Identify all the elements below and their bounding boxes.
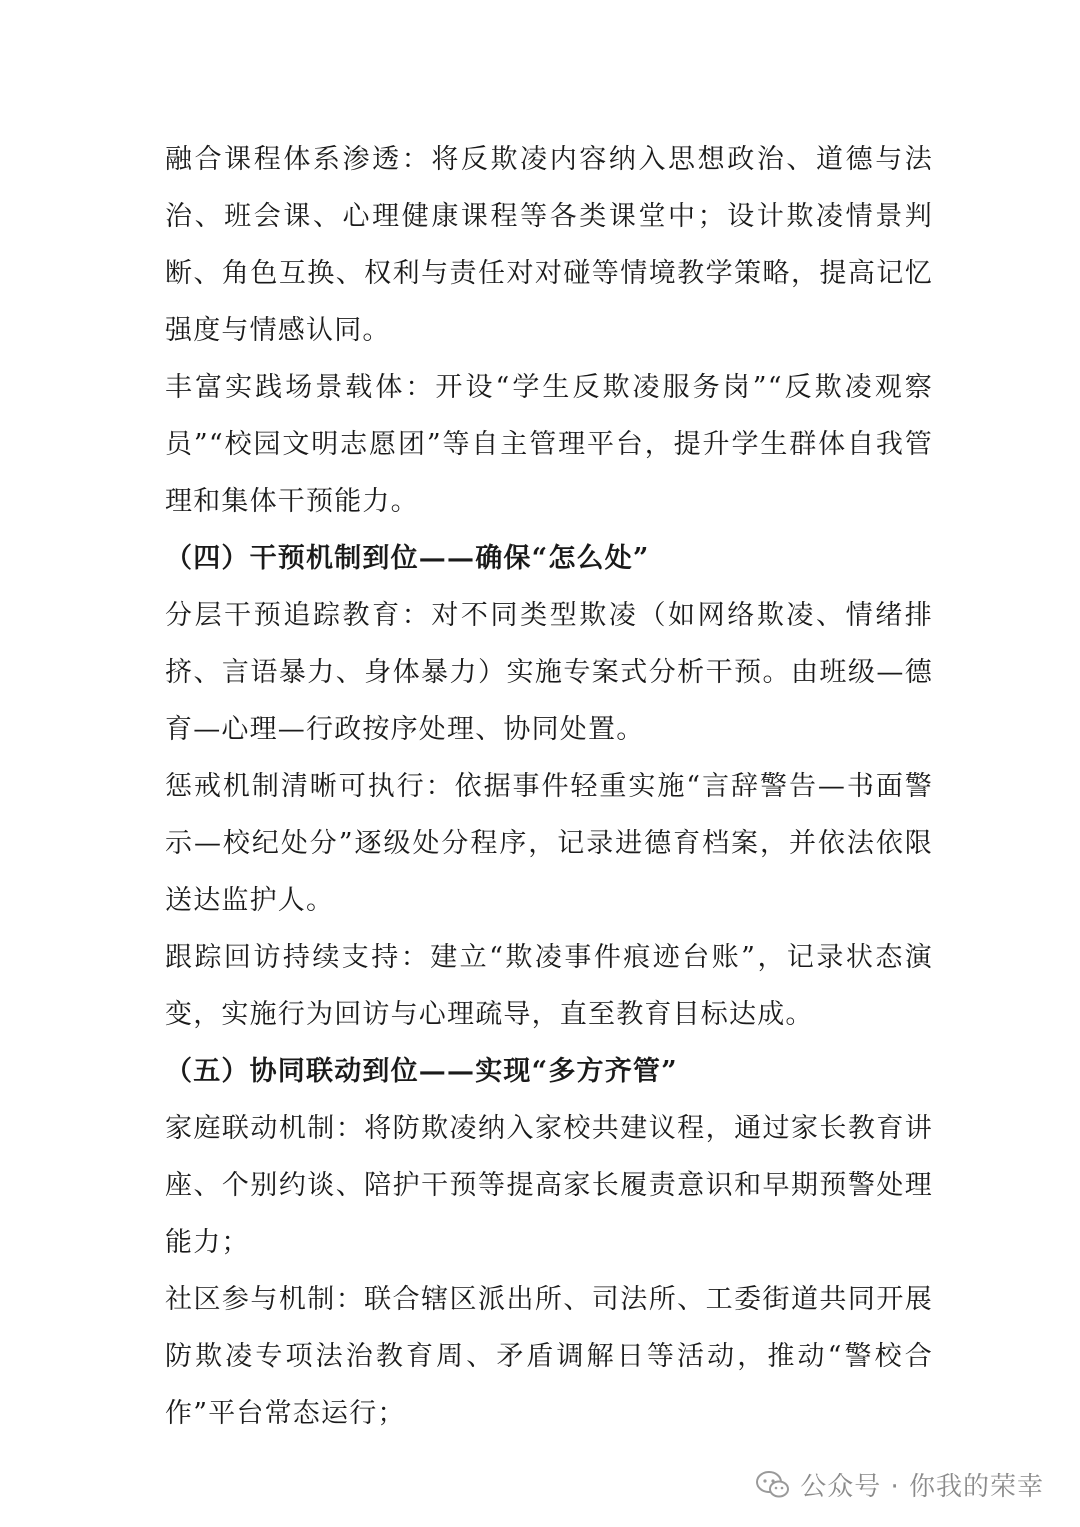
section-heading-collaboration: （五）协同联动到位——实现“多方齐管”	[165, 1056, 678, 1087]
section-heading-intervention: （四）干预机制到位——确保“怎么处”	[165, 543, 650, 574]
watermark	[756, 1466, 1044, 1503]
watermark-text: 公众号 · 你我的荣幸	[800, 1472, 1044, 1502]
document-body	[165, 131, 933, 1442]
wechat-icon	[756, 1470, 790, 1500]
paragraph-community: 社区参与机制：联合辖区派出所、司法所、工委街道共同开展防欺凌专项法治教育周、矛盾调解日等活动，推动“警校合作”平台常态运行；	[165, 1284, 933, 1429]
paragraph-followup: 跟踪回访持续支持：建立“欺凌事件痕迹台账”，记录状态演变，实施行为回访与心理疏导，直至教育目标达成。	[165, 942, 933, 1030]
paragraph-practice: 丰富实践场景载体：开设“学生反欺凌服务岗”“反欺凌观察员”“校园文明志愿团”等自主管理平台，提升学生群体自我管理和集体干预能力。	[165, 372, 933, 517]
paragraph-family: 家庭联动机制：将防欺凌纳入家校共建议程，通过家长教育讲座、个别约谈、陪护干预等提高家长履责意识和早期预警处理能力；	[165, 1113, 933, 1258]
paragraph-curriculum: 融合课程体系渗透：将反欺凌内容纳入思想政治、道德与法治、班会课、心理健康课程等各类课堂中；设计欺凌情景判断、角色互换、权利与责任对对碰等情境教学策略，提高记忆强度与情感认同。	[165, 144, 933, 346]
paragraph-discipline: 惩戒机制清晰可执行：依据事件轻重实施“言辞警告—书面警示—校纪处分”逐级处分程序，记录进德育档案，并依法依限送达监护人。	[165, 771, 933, 916]
paragraph-layered-intervention: 分层干预追踪教育：对不同类型欺凌（如网络欺凌、情绪排挤、言语暴力、身体暴力）实施专案式分析干预。由班级—德育—心理—行政按序处理、协同处置。	[165, 600, 933, 745]
